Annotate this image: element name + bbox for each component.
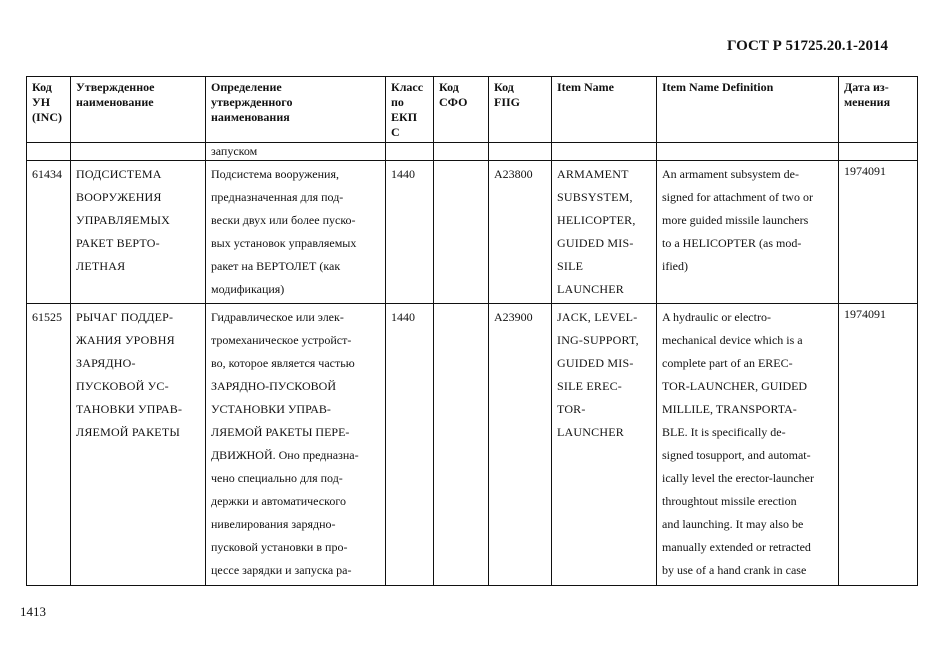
text-line: наименования <box>211 110 290 124</box>
text-line: LAUNCHER <box>557 425 624 439</box>
col-header-fiig <box>489 77 552 143</box>
text-line: УСТАНОВКИ УПРАВ- <box>211 402 331 416</box>
text-line: пусковой установки в про- <box>211 540 348 554</box>
col-header-sfo <box>434 77 489 143</box>
text-line: УПРАВЛЯЕМЫХ <box>76 213 170 227</box>
text-line: SILE EREC- <box>557 379 622 393</box>
text-line: ДВИЖНОЙ. Оно предназна- <box>211 448 359 462</box>
text-line: GUIDED MIS- <box>557 356 634 370</box>
text-line: MILLILE, TRANSPORTA- <box>662 402 797 416</box>
col-header-class <box>386 77 434 143</box>
cell-sfo <box>434 161 489 304</box>
text-line: РЫЧАГ ПОДДЕР- <box>76 310 174 324</box>
text-line: ЗАРЯДНО-ПУСКОВОЙ <box>211 379 336 393</box>
text-line: тромеханическое устройст- <box>211 333 352 347</box>
cell-approved-name <box>71 304 206 586</box>
text-line: (INC) <box>32 110 62 124</box>
table-row <box>27 161 918 304</box>
text-line: ЖАНИЯ УРОВНЯ <box>76 333 175 347</box>
text-line: вески двух или более пуско- <box>211 213 356 227</box>
continuation-definition: запуском <box>206 143 386 161</box>
text-line: LAUNCHER <box>557 282 624 296</box>
text-line: GUIDED MIS- <box>557 236 634 250</box>
text-line: СФО <box>439 95 468 109</box>
text-line: ПУСКОВОЙ УС- <box>76 379 169 393</box>
text-line: цессе зарядки и запуска ра- <box>211 563 352 577</box>
text-line: TOR-LAUNCHER, GUIDED <box>662 379 808 393</box>
text-line: ракет на ВЕРТОЛЕТ (как <box>211 259 341 273</box>
text-line: An armament subsystem de- <box>662 167 799 181</box>
cell-sfo <box>434 304 489 586</box>
text-line: Определение <box>211 80 282 94</box>
text-line: РАКЕТ ВЕРТО- <box>76 236 160 250</box>
table-row <box>27 304 918 586</box>
text-line: TOR- <box>557 402 586 416</box>
col-header-change-date <box>839 77 918 143</box>
text-line: Item Name <box>557 80 614 94</box>
cell-approved-name <box>71 161 206 304</box>
text-line: утвержденного <box>211 95 293 109</box>
text-line: по <box>391 95 404 109</box>
text-line: ТАНОВКИ УПРАВ- <box>76 402 183 416</box>
cell-change-date: 1974091 <box>839 304 918 586</box>
text-line: HELICOPTER, <box>557 213 636 227</box>
col-header-definition <box>206 77 386 143</box>
text-line: во, которое является частью <box>211 356 355 370</box>
text-line: ING-SUPPORT, <box>557 333 639 347</box>
text-line: ЕКП <box>391 110 418 124</box>
text-line: throughtout missile erection <box>662 494 797 508</box>
text-line: ARMAMENT <box>557 167 629 181</box>
text-line: ified) <box>662 259 688 273</box>
text-line: ПОДСИСТЕМА <box>76 167 162 181</box>
col-header-inc <box>27 77 71 143</box>
text-line: Код <box>439 80 459 94</box>
document-code: ГОСТ Р 51725.20.1-2014 <box>726 38 888 54</box>
text-line: FIIG <box>494 95 521 109</box>
cell-definition <box>206 161 386 304</box>
cell-definition <box>206 304 386 586</box>
cell-inc: 61434 <box>27 161 71 304</box>
text-line: JACK, LEVEL- <box>557 310 638 324</box>
cell-item-name <box>552 304 657 586</box>
cell-item-name-definition <box>657 304 839 586</box>
text-line: and launching. It may also be <box>662 517 804 531</box>
text-line: УН <box>32 95 51 109</box>
table-header-row <box>27 77 918 143</box>
text-line: manually extended or retracted <box>662 540 811 554</box>
text-line: наименование <box>76 95 154 109</box>
text-line: Дата из- <box>844 80 889 94</box>
text-line: модификация) <box>211 282 285 296</box>
text-line: complete part of an EREC- <box>662 356 793 370</box>
cell-item-name-definition <box>657 161 839 304</box>
text-line: Item Name Definition <box>662 80 774 94</box>
cell-class: 1440 <box>386 161 434 304</box>
text-line: Код <box>494 80 514 94</box>
text-line: чено специально для под- <box>211 471 343 485</box>
text-line: ЛЯЕМОЙ РАКЕТЫ ПЕРЕ- <box>211 425 350 439</box>
text-line: ЗАРЯДНО- <box>76 356 136 370</box>
text-line: менения <box>844 95 891 109</box>
cell-inc: 61525 <box>27 304 71 586</box>
text-line: С <box>391 125 400 139</box>
text-line: SILE <box>557 259 584 273</box>
cell-change-date: 1974091 <box>839 161 918 304</box>
text-line: предназначенная для под- <box>211 190 344 204</box>
text-line: держки и автоматического <box>211 494 346 508</box>
cell-class: 1440 <box>386 304 434 586</box>
nomenclature-table <box>26 76 918 586</box>
cell-fiig: A23900 <box>489 304 552 586</box>
text-line: нивелирования зарядно- <box>211 517 336 531</box>
text-line: ВООРУЖЕНИЯ <box>76 190 162 204</box>
text-line: by use of a hand crank in case <box>662 563 807 577</box>
text-line: SUBSYSTEM, <box>557 190 633 204</box>
text-line: ЛЕТНАЯ <box>76 259 126 273</box>
text-line: Подсистема вооружения, <box>211 167 339 181</box>
text-line: Код <box>32 80 52 94</box>
text-line: BLE. It is specifically de- <box>662 425 786 439</box>
col-header-approved-name <box>71 77 206 143</box>
text-line: ЛЯЕМОЙ РАКЕТЫ <box>76 425 181 439</box>
text-line: signed tosupport, and automat- <box>662 448 811 462</box>
col-header-item-name <box>552 77 657 143</box>
page-number: 1413 <box>20 604 46 619</box>
text-line: to a HELICOPTER (as mod- <box>662 236 802 250</box>
text-line: A hydraulic or electro- <box>662 310 771 324</box>
text-line: ically level the erector-launcher <box>662 471 815 485</box>
text-line: signed for attachment of two or <box>662 190 813 204</box>
cell-fiig: A23800 <box>489 161 552 304</box>
text-line: Класс <box>391 80 424 94</box>
continuation-row <box>27 143 918 161</box>
text-line: Утвержденное <box>76 80 155 94</box>
col-header-item-name-definition <box>657 77 839 143</box>
text-line: Гидравлическое или элек- <box>211 310 344 324</box>
text-line: mechanical device which is a <box>662 333 803 347</box>
text-line: more guided missile launchers <box>662 213 809 227</box>
text-line: вых установок управляемых <box>211 236 357 250</box>
cell-item-name <box>552 161 657 304</box>
